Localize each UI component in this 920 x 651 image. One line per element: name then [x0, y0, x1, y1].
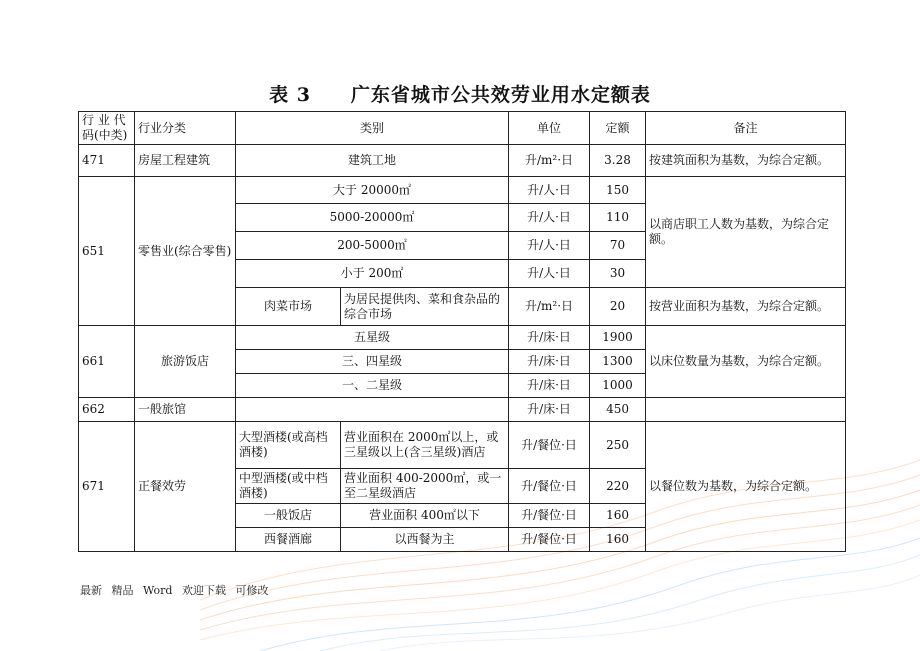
table-row [79, 398, 846, 422]
row-type: 一、二星级 [236, 374, 509, 398]
row-quota: 3.28 [590, 145, 646, 177]
row-unit: 升/m²·日 [509, 288, 590, 326]
row-unit: 升/餐位·日 [509, 422, 590, 469]
row-subname: 一般饭店 [236, 504, 341, 528]
row-quota: 150 [590, 177, 646, 204]
row-unit: 升/床·日 [509, 374, 590, 398]
row-type: 五星级 [236, 326, 509, 350]
row-subname: 中型酒楼(或中档酒楼) [236, 469, 341, 504]
row-note: 以床位数量为基数，为综合定额。 [646, 326, 846, 398]
header-quota: 定额 [590, 112, 646, 145]
header-category: 行业分类 [135, 112, 236, 145]
header-unit: 单位 [509, 112, 590, 145]
row-category: 一般旅馆 [135, 398, 236, 422]
row-note: 以商店职工人数为基数，为综合定额。 [646, 177, 846, 288]
row-quota: 450 [590, 398, 646, 422]
row-unit: 升/人·日 [509, 204, 590, 232]
table-row [79, 422, 846, 469]
row-type: 小于 200㎡ [236, 260, 509, 288]
row-code: 651 [79, 177, 135, 326]
row-quota: 220 [590, 469, 646, 504]
row-subname: 大型酒楼(或高档酒楼) [236, 422, 341, 469]
row-code: 661 [79, 326, 135, 398]
row-category: 零售业(综合零售) [135, 177, 236, 326]
header-note: 备注 [646, 112, 846, 145]
row-note [646, 398, 846, 422]
row-desc: 营业面积 400-2000㎡，或一至二星级酒店 [341, 469, 509, 504]
row-quota: 160 [590, 504, 646, 528]
row-type: 200-5000㎡ [236, 232, 509, 260]
row-quota: 250 [590, 422, 646, 469]
row-type: 大于 20000㎡ [236, 177, 509, 204]
row-note: 按营业面积为基数，为综合定额。 [646, 288, 846, 326]
row-unit: 升/人·日 [509, 177, 590, 204]
row-subname: 西餐酒廊 [236, 528, 341, 552]
header-type: 类别 [236, 112, 509, 145]
row-note: 以餐位数为基数，为综合定额。 [646, 422, 846, 552]
row-unit: 升/m²·日 [509, 145, 590, 177]
row-type [236, 398, 509, 422]
row-unit: 升/人·日 [509, 232, 590, 260]
water-quota-table [78, 111, 846, 552]
row-quota: 70 [590, 232, 646, 260]
row-quota: 160 [590, 528, 646, 552]
row-category: 房屋工程建筑 [135, 145, 236, 177]
row-subname: 肉菜市场 [236, 288, 341, 326]
row-quota: 1000 [590, 374, 646, 398]
row-desc: 营业面积 400㎡以下 [341, 504, 509, 528]
table-header-row [79, 112, 846, 145]
row-unit: 升/餐位·日 [509, 469, 590, 504]
row-category: 旅游饭店 [135, 326, 236, 398]
footer-text: 最新 精品 Word 欢迎下载 可修改 [80, 584, 269, 597]
row-desc: 为居民提供肉、菜和食杂品的综合市场 [341, 288, 509, 326]
row-type: 三、四星级 [236, 350, 509, 374]
table-row [79, 177, 846, 204]
row-code: 471 [79, 145, 135, 177]
table-row [79, 326, 846, 350]
row-desc: 以西餐为主 [341, 528, 509, 552]
row-unit: 升/床·日 [509, 350, 590, 374]
row-unit: 升/餐位·日 [509, 528, 590, 552]
row-category: 正餐效劳 [135, 422, 236, 552]
row-quota: 1300 [590, 350, 646, 374]
row-code: 662 [79, 398, 135, 422]
row-unit: 升/床·日 [509, 398, 590, 422]
row-type: 5000-20000㎡ [236, 204, 509, 232]
row-quota: 110 [590, 204, 646, 232]
row-unit: 升/人·日 [509, 260, 590, 288]
page-title: 表 3 广东省城市公共效劳业用水定额表 [269, 84, 651, 106]
row-unit: 升/床·日 [509, 326, 590, 350]
row-code: 671 [79, 422, 135, 552]
row-note: 按建筑面积为基数，为综合定额。 [646, 145, 846, 177]
table-row [79, 145, 846, 177]
row-desc: 营业面积在 2000㎡以上，或三星级以上(含三星级)酒店 [341, 422, 509, 469]
row-quota: 20 [590, 288, 646, 326]
row-quota: 30 [590, 260, 646, 288]
row-type: 建筑工地 [236, 145, 509, 177]
header-code: 行 业 代码(中类) [79, 112, 135, 145]
row-quota: 1900 [590, 326, 646, 350]
row-unit: 升/餐位·日 [509, 504, 590, 528]
